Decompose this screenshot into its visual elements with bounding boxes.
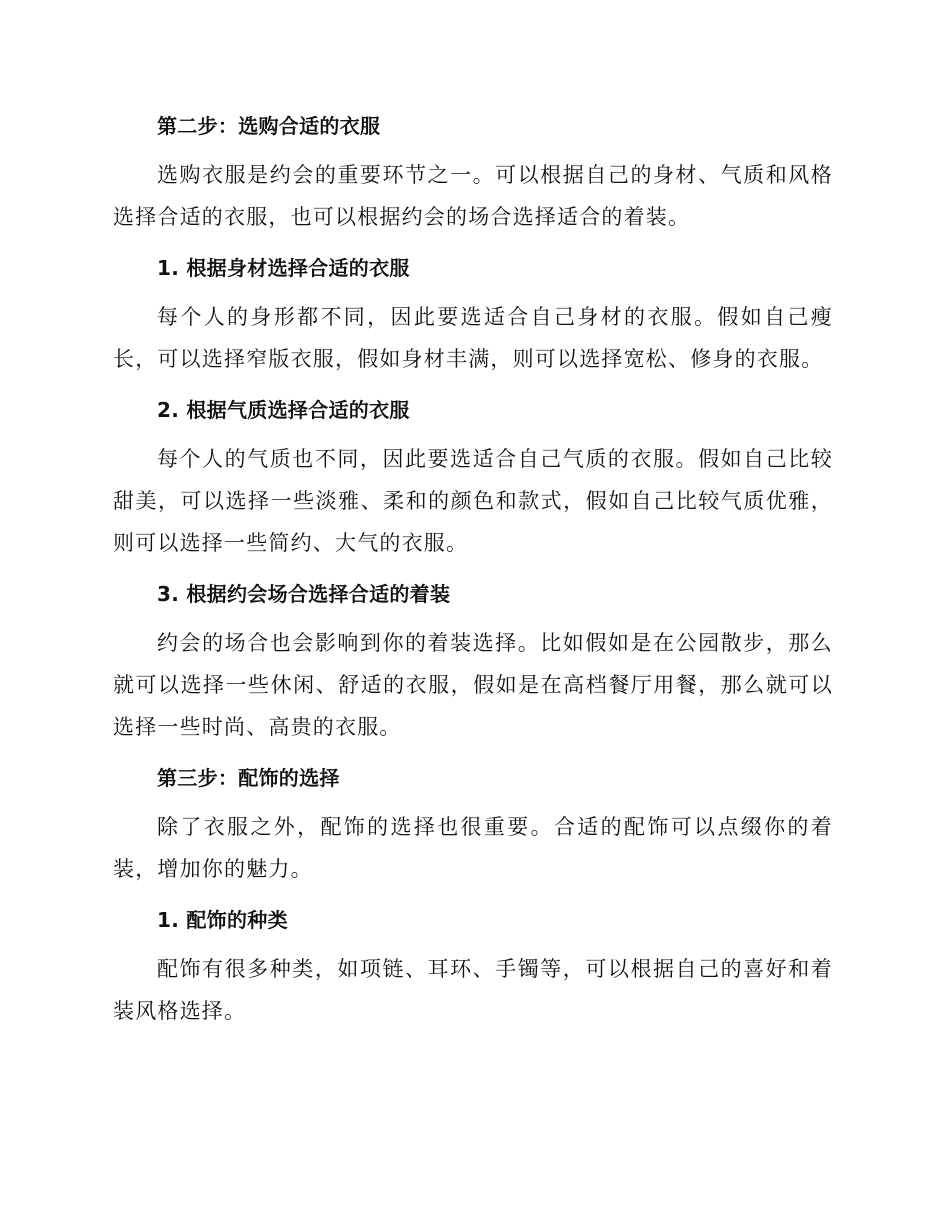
- subheading-body-shape: 1. 根据身材选择合适的衣服: [157, 256, 410, 280]
- section-heading-step-three: 第三步：配饰的选择: [157, 766, 340, 790]
- section-heading-step-two: 第二步：选购合适的衣服: [157, 114, 381, 138]
- paragraph-temperament: 每个人的气质也不同，因此要选适合自己气质的衣服。假如自己比较甜美，可以选择一些淡雅、柔和的颜色和款式，假如自己比较气质优雅，则可以选择一些简约、大气的衣服。: [113, 447, 833, 555]
- paragraph-clothing-intro: 选购衣服是约会的重要环节之一。可以根据自己的身材、气质和风格选择合适的衣服，也可以根据约会的场合选择适合的着装。: [113, 163, 833, 229]
- subheading-occasion: 3. 根据约会场合选择合适的着装: [157, 582, 451, 606]
- paragraph-accessory-types: 配饰有很多种类，如项链、耳环、手镯等，可以根据自己的喜好和着装风格选择。: [113, 957, 833, 1023]
- subheading-accessory-types: 1. 配饰的种类: [157, 908, 288, 932]
- paragraph-body-shape: 每个人的身形都不同，因此要选适合自己身材的衣服。假如自己瘦长，可以选择窄版衣服，假如身材丰满，则可以选择宽松、修身的衣服。: [113, 305, 833, 371]
- paragraph-accessories-intro: 除了衣服之外，配饰的选择也很重要。合适的配饰可以点缀你的着装，增加你的魅力。: [113, 815, 833, 881]
- document-body: [113, 106, 833, 1042]
- subheading-temperament: 2. 根据气质选择合适的衣服: [157, 398, 410, 422]
- paragraph-occasion: 约会的场合也会影响到你的着装选择。比如假如是在公园散步，那么就可以选择一些休闲、舒适的衣服，假如是在高档餐厅用餐，那么就可以选择一些时尚、高贵的衣服。: [113, 631, 833, 739]
